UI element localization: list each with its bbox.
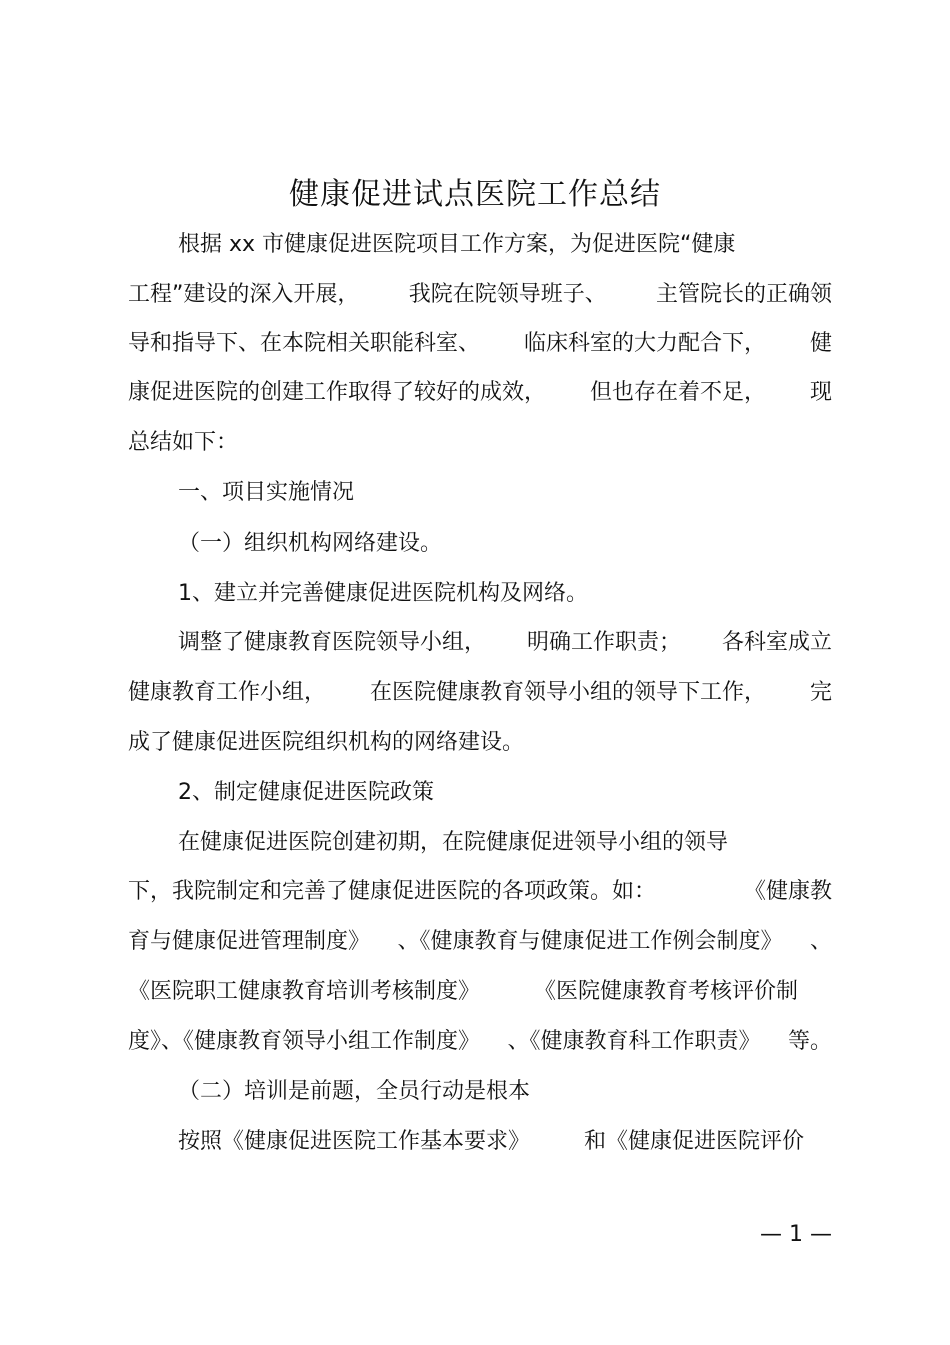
item-heading: 2、制定健康促进医院政策 bbox=[178, 780, 434, 805]
text-segment: 主管院长的正确领 bbox=[655, 282, 832, 307]
text-segment: 完 bbox=[809, 680, 832, 705]
text-segment: 、 bbox=[809, 929, 832, 954]
paragraph-line bbox=[178, 628, 832, 658]
text-segment: 《医院健康教育考核评价制 bbox=[534, 979, 799, 1004]
paragraph-line bbox=[128, 280, 832, 310]
paragraph-line: 根据 xx 市健康促进医院项目工作方案，为促进医院“健康 bbox=[178, 232, 736, 257]
text-segment: 度》、《健康教育领导小组工作制度》 bbox=[128, 1029, 481, 1054]
paragraph-line bbox=[178, 1127, 832, 1157]
text-segment: 健康教育工作小组， bbox=[128, 680, 327, 705]
subsection-heading: （一）组织机构网络建设。 bbox=[178, 531, 443, 556]
text-segment: 按照《健康促进医院工作基本要求》 bbox=[178, 1129, 531, 1154]
text-segment: 临床科室的大力配合下， bbox=[523, 331, 766, 356]
text-segment: 我院在院领导班子、 bbox=[408, 282, 607, 307]
text-segment: 《健康教 bbox=[743, 879, 832, 904]
page-number: — 1 — bbox=[760, 1222, 832, 1247]
text-segment: 但也存在着不足， bbox=[589, 380, 766, 405]
paragraph-line bbox=[128, 378, 832, 408]
paragraph-line bbox=[128, 1027, 832, 1057]
text-segment: 《医院职工健康教育培训考核制度》 bbox=[128, 979, 481, 1004]
item-heading: 1、建立并完善健康促进医院机构及网络。 bbox=[178, 581, 588, 606]
text-segment: 调整了健康教育医院领导小组， bbox=[178, 630, 487, 655]
paragraph-line bbox=[128, 977, 832, 1007]
paragraph-line bbox=[128, 927, 832, 957]
paragraph-line bbox=[128, 678, 832, 708]
text-segment: 下，我院制定和完善了健康促进医院的各项政策。如： bbox=[128, 879, 657, 904]
paragraph-line bbox=[128, 329, 832, 359]
text-segment: 育与健康促进管理制度》 bbox=[128, 929, 371, 954]
text-segment: 、《健康教育与健康促进工作例会制度》 bbox=[397, 929, 783, 954]
text-segment: 、《健康教育科工作职责》 bbox=[507, 1029, 761, 1054]
subsection-heading: （二）培训是前题，全员行动是根本 bbox=[178, 1079, 531, 1104]
paragraph-line: 在健康促进医院创建初期，在院健康促进领导小组的领导 bbox=[178, 830, 729, 855]
paragraph-line: 总结如下： bbox=[128, 430, 239, 455]
text-segment: 康促进医院的创建工作取得了较好的成效， bbox=[128, 380, 547, 405]
paragraph-line: 成了健康促进医院组织机构的网络建设。 bbox=[128, 730, 525, 755]
text-segment: 明确工作职责； bbox=[526, 630, 681, 655]
text-segment: 导和指导下、在本院相关职能科室、 bbox=[128, 331, 481, 356]
text-segment: 等。 bbox=[787, 1029, 832, 1054]
text-segment: 在医院健康教育领导小组的领导下工作， bbox=[369, 680, 766, 705]
text-segment: 和《健康促进医院评价 bbox=[584, 1129, 805, 1154]
text-segment: 健 bbox=[809, 331, 832, 356]
paragraph-line bbox=[128, 877, 832, 907]
text-segment: 工程”建设的深入开展， bbox=[128, 282, 360, 307]
section-heading: 一、项目实施情况 bbox=[178, 480, 355, 505]
document-title: 健康促进试点医院工作总结 bbox=[289, 177, 661, 212]
text-segment: 各科室成立 bbox=[721, 630, 832, 655]
text-segment: 现 bbox=[809, 380, 832, 405]
